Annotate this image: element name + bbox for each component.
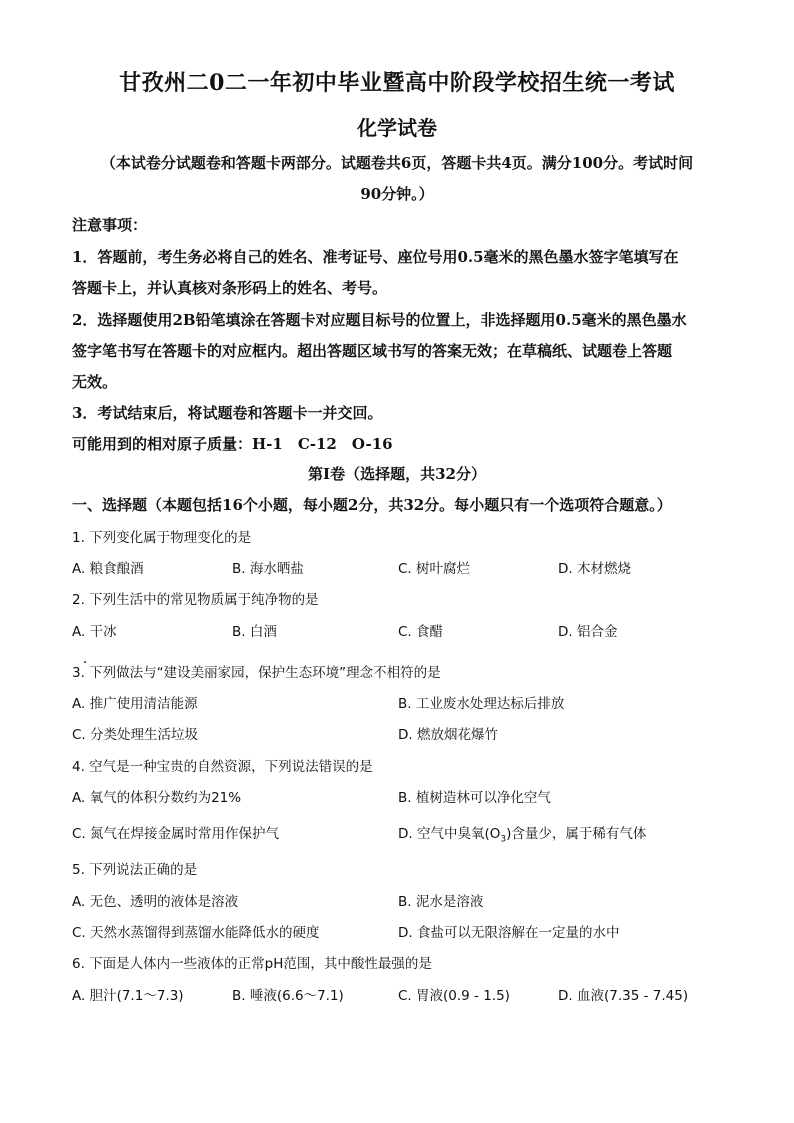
ozone-formula-subscript: 3 [500,834,507,845]
question-5-option-b: B. 泥水是溶液 [398,894,484,910]
question-2-option-c: C. 食醋 [398,624,444,640]
question-2-stem: 2. 下列生活中的常见物质属于纯净物的是 [72,592,319,608]
question-5-option-c: C. 天然水蒸馏得到蒸馏水能降低水的硬度 [72,925,320,941]
question-1-option-a: A. 粮食酿酒 [72,561,144,577]
question-3-option-d: D. 燃放烟花爆竹 [398,727,498,743]
question-5-stem: 5. 下列说法正确的是 [72,862,198,878]
question-1-option-b: B. 海水晒盐 [232,561,304,577]
question-4-option-d-tail: 含量少，属于稀有气体 [511,826,647,842]
exam-info-line-2: 90分钟。） [360,185,434,203]
ozone-formula: $(O_3)$ [484,826,512,845]
question-1-stem: 1. 下列变化属于物理变化的是 [72,530,252,546]
question-4-option-a: A. 氧气的体积分数约为21% [72,790,242,806]
question-4-stem: 4. 空气是一种宝贵的自然资源，下列说法错误的是 [72,759,373,775]
section-1-title: 第Ⅰ卷（选择题，共32分） [308,465,486,483]
question-6-option-d: D. 血液(7.35 - 7.45) [558,988,689,1004]
atomic-mass-line: 可能用到的相对原子质量：H-1 C-12 O-16 [72,435,393,453]
section-1-instruction: 一、选择题（本题包括16个小题，每小题2分，共32分。每小题只有一个选项符合题意。） [72,496,672,514]
question-3-option-c: C. 分类处理生活垃圾 [72,727,199,743]
question-6-option-c: C. 胃液(0.9 - 1.5) [398,988,510,1004]
note-1-line-2: 答题卡上，并认真核对条形码上的姓名、考号。 [72,279,388,297]
question-2-option-a: A. 干冰 [72,624,117,640]
question-4-option-d [398,822,646,845]
question-2-option-b: B. 白酒 [232,624,277,640]
question-4-option-c: C. 氮气在焊接金属时常用作保护气 [72,826,280,842]
note-3: 3．考试结束后，将试题卷和答题卡一并交回。 [72,404,383,422]
question-2-option-d: D. 铝合金 [558,624,618,640]
question-3-stem: 3. 下列做法与“建设美丽家园，保护生态环境”理念不相符的是 [72,665,441,681]
question-6-option-a: A. 胆汁(7.1～7.3) [72,988,184,1004]
ozone-formula-symbol: O [489,826,501,842]
question-6-stem: 6. 下面是人体内一些液体的正常pH范围，其中酸性最强的是 [72,956,432,972]
note-2-line-1: 2．选择题使用2B铅笔填涂在答题卡对应题目标号的位置上，非选择题用0.5毫米的黑色墨水 [72,311,687,329]
note-2-line-3: 无效。 [72,373,118,391]
note-2-line-2: 签字笔书写在答题卡的对应框内。超出答题区域书写的答案无效；在草稿纸、试题卷上答题 [72,342,673,360]
question-5-option-d: D. 食盐可以无限溶解在一定量的水中 [398,925,620,941]
question-4-option-b: B. 植树造林可以净化空气 [398,790,551,806]
question-4-option-d-text: D. 空气中臭氧 [398,826,485,842]
question-3-option-b: B. 工业废水处理达标后排放 [398,696,565,712]
exam-title: 甘孜州二0二一年初中毕业暨高中阶段学校招生统一考试 [119,70,675,96]
note-1-line-1: 1．答题前，考生务必将自己的姓名、准考证号、座位号用0.5毫米的黑色墨水签字笔填写在 [72,248,679,266]
question-1-option-c: C. 树叶腐烂 [398,561,471,577]
question-1-option-d: D. 木材燃烧 [558,561,631,577]
question-6-option-b: B. 唾液(6.6～7.1) [232,988,344,1004]
question-3-option-a: A. 推广使用清洁能源 [72,696,198,712]
exam-info-line-1: （本试卷分试题卷和答题卡两部分。试题卷共6页，答题卡共4页。满分100分。考试时间 [100,154,694,172]
exam-subject-title: 化学试卷 [357,116,437,140]
notes-heading: 注意事项： [72,216,148,234]
question-5-option-a: A. 无色、透明的液体是溶液 [72,894,239,910]
